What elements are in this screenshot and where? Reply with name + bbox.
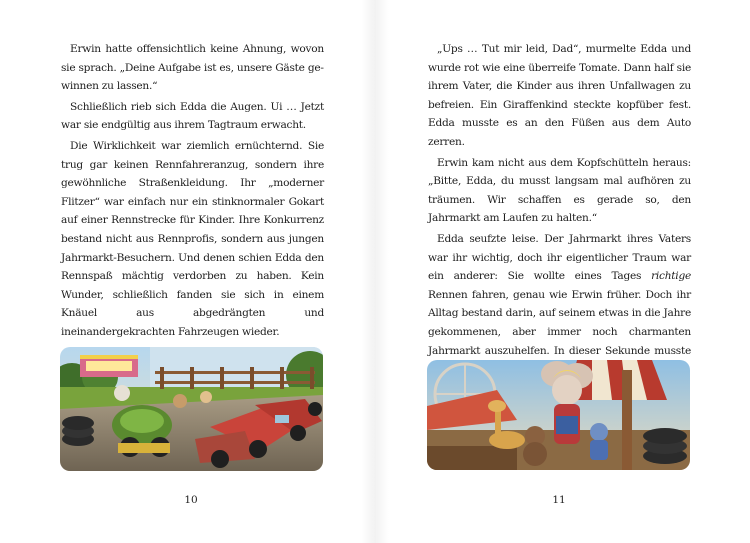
- text-run: „Ups … Tut mir leid, Dad“, murmelte Edda und wurde rot wie eine überreife Tomate. Dann half sie ihrem Vater, die Kinder aus ihren Unfallwagen zu befreien. Ein Giraffenkind steckte kopfüber fest. Edda musste es an den Füßen aus dem Auto zerren.: [428, 43, 691, 148]
- page-number-right: 11: [552, 494, 566, 506]
- paragraph: [61, 137, 324, 342]
- text-run: Erwin hatte offensichtlich keine Ahnung, wovon sie sprach. „Deine Aufgabe ist es, unsere Gäste gewinnen zu lassen.“: [61, 43, 324, 93]
- fairground-image: [427, 360, 690, 470]
- emphasized-text: richtige: [651, 270, 691, 283]
- text-run: Erwin kam nicht aus dem Kopfschütteln heraus: „Bitte, Edda, du musst langsam mal aufhören zu träumen. Wir schaffen es gerade so, den Jahrmarkt am Laufen zu halten.“: [428, 156, 691, 225]
- paragraph: [61, 98, 324, 135]
- go-kart-crash-illustration: [60, 347, 323, 471]
- paragraph: [428, 230, 691, 379]
- text-run: Die Wirklichkeit war ziemlich ernüchternd. Sie trug gar keinen Rennfahreranzug, sondern ihre gewöhnliche Straßenkleidung. Ihr „moderner Flitzer“ war einfach nur ein stinknormaler Gokart auf einer Rennstrecke für Kinder. Ihre Konkurrenz bestand nicht aus Rennprofis, sondern aus jungen Jahrmarkt-Besuchern. Und denen schien Edda den Rennspaß mächtig verdorben zu haben. Kein Wunder, schließlich fanden sie sich in einem Knäuel aus abgedrängten und ineinandergekrachten Fahrzeugen wieder.: [61, 139, 324, 338]
- right-page-text: [428, 40, 691, 379]
- page-number-left: 10: [184, 494, 198, 506]
- paragraph: [61, 40, 324, 96]
- right-page: [375, 0, 750, 543]
- fairground-illustration: [427, 360, 690, 470]
- go-kart-crash-image: [60, 347, 323, 471]
- paragraph: [428, 154, 691, 228]
- text-run: Schließlich rieb sich Edda die Augen. Ui … Jetzt war sie endgültig aus ihrem Tagtraum erwacht.: [61, 100, 324, 132]
- left-page-text: [61, 40, 324, 342]
- text-run: Edda seufzte leise. Der Jahrmarkt ihres Vaters war ihr wichtig, doch ihr eigentlicher Traum war ein anderer: Sie wollte eines Tages: [428, 232, 691, 283]
- text-run: Rennen fahren, genau wie Erwin früher. Doch ihr Alltag bestand darin, auf seinem etwas in die Jahre gekommenen, aber immer noch charmanten Jahrmarkt auszuhelfen. In dieser Sekunde musste: [428, 288, 691, 357]
- paragraph: [428, 40, 691, 152]
